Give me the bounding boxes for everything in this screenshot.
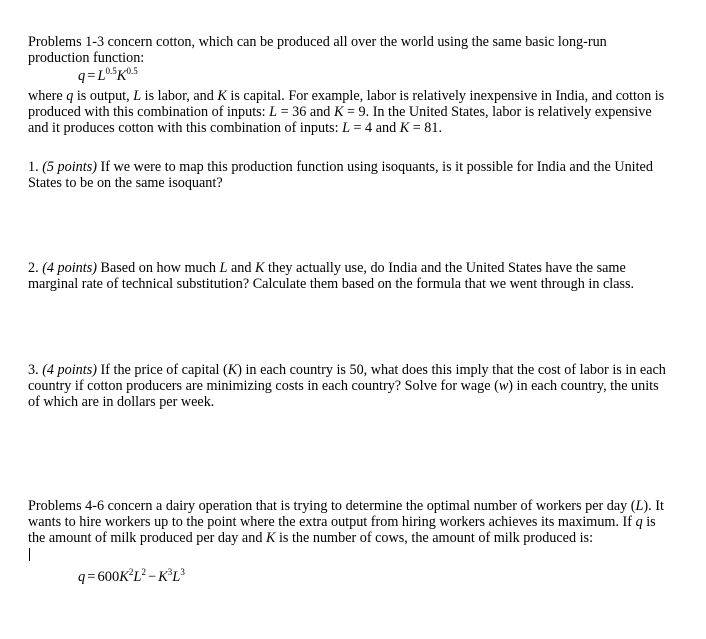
question-2-points: (4 points) — [42, 260, 97, 276]
where-text: where q is output, L is labor, and K is capital. For example, labor is relatively inexpensive in India, and cotton is produced with this combination of inputs: L = 36 and K = 9. In the United States, labor is relatively expensive and it produces cotton with this combination of inputs: L = 4 and K = 81. — [28, 88, 665, 136]
question-1-points: (5 points) — [42, 159, 97, 175]
intro-text: Problems 1-3 concern cotton, which can be produced all over the world using the same basic long-run production function: — [28, 34, 607, 66]
text-cursor[interactable] — [29, 548, 30, 561]
milk-production-formula: $q = 600K^2L^2 - K^3L^3$ — [78, 567, 185, 585]
question-2: 2. (4 points) Based on how much L and K they actually use, do India and the United States have the same marginal rate of technical substitution? Calculate them based on the formula that we went through in class. — [28, 260, 635, 292]
document-page — [28, 34, 668, 585]
question-1: 1. (5 points) If we were to map this production function using isoquants, is it possible for India and the United States to be on the same isoquant? — [28, 159, 653, 191]
problems-4-6-section — [28, 498, 668, 587]
question-3: 3. (4 points) If the price of capital (K) in each country is 50, what does this imply that the cost of labor is in each country if cotton producers are minimizing costs in each country? Solve for wage (w) in each country, the units of which are in dollars per week. — [28, 362, 666, 410]
problems-4-6-text: Problems 4-6 concern a dairy operation that is trying to determine the optimal number of workers per day (L). It wants to hire workers up to the point where the extra output from hiring workers achieves its maximum. If q is the amount of milk produced per day and K is the number of cows, the amount of milk produced is: — [28, 498, 664, 546]
question-3-points: (4 points) — [42, 362, 97, 378]
production-function-formula: $q = L^{0.5}K^{0.5}$ — [78, 66, 138, 84]
intro-section — [28, 34, 668, 136]
